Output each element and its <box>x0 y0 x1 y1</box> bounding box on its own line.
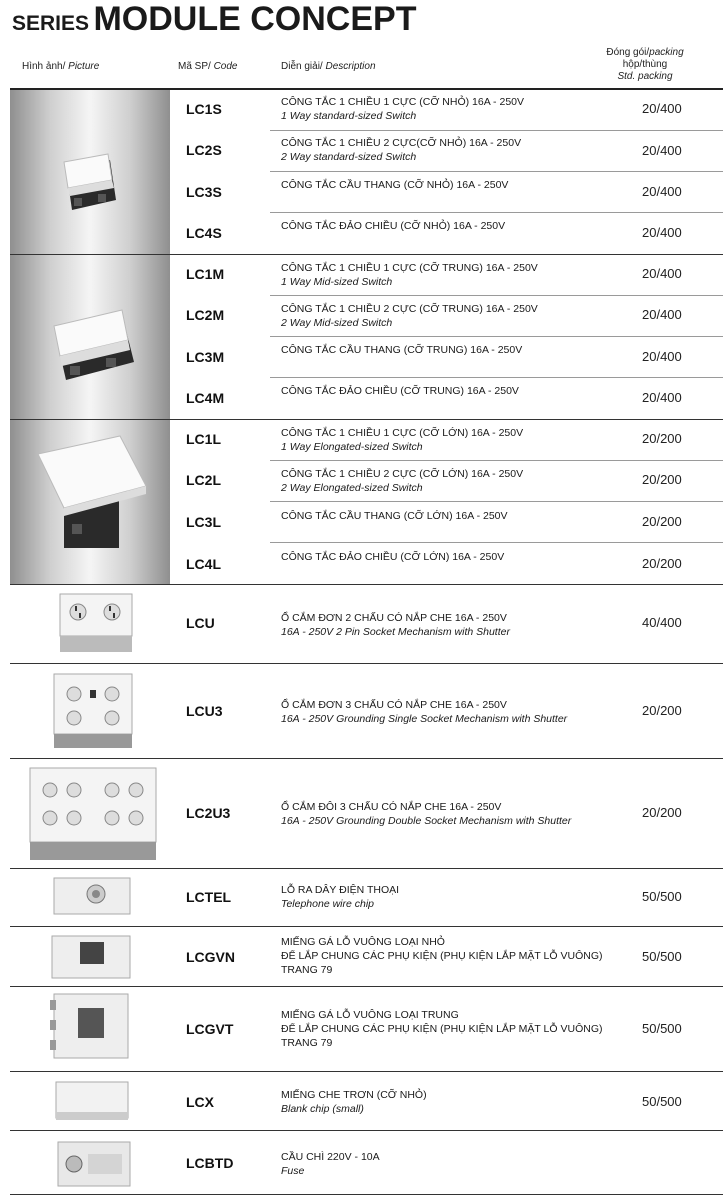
table-row <box>170 419 723 460</box>
packing: 20/400 <box>642 184 682 199</box>
product-code: LC2S <box>186 142 222 158</box>
product-description: LỖ RA DÂY ĐIỆN THOẠI Telephone wire chip <box>281 884 400 910</box>
packing: 20/400 <box>642 101 682 116</box>
product-code: LC1S <box>186 101 222 117</box>
product-description: MIẾNG CHE TRƠN (CỠ NHỎ) Blank chip (small) <box>281 1089 427 1115</box>
packing: 20/400 <box>642 225 682 240</box>
square-frame-mid-image <box>48 990 134 1062</box>
title-series: SERIES <box>12 12 90 35</box>
table-row <box>170 986 723 1071</box>
table-row <box>170 377 723 419</box>
product-code: LCGVN <box>186 949 235 965</box>
product-description: CÔNG TẮC CẦU THANG (CỠ LỚN) 16A - 250V <box>281 510 508 522</box>
product-description: CẦU CHÌ 220V - 10A Fuse <box>281 1151 380 1177</box>
product-code: LC4S <box>186 225 222 241</box>
product-code: LCU <box>186 615 215 631</box>
product-description: CÔNG TẮC CẦU THANG (CỠ TRUNG) 16A - 250V <box>281 344 523 356</box>
packing: 20/200 <box>642 431 682 446</box>
table-row <box>170 584 723 663</box>
header-packing: Đóng gói/packing hộp/thùng Std. packing <box>606 47 684 82</box>
product-code: LCBTD <box>186 1155 234 1171</box>
packing: 20/400 <box>642 143 682 158</box>
table-row <box>170 212 723 254</box>
packing: 20/200 <box>642 805 682 820</box>
table-row <box>170 868 723 926</box>
square-frame-small-image <box>50 932 132 982</box>
product-code: LC2L <box>186 472 221 488</box>
product-code: LC1L <box>186 431 221 447</box>
packing: 20/400 <box>642 349 682 364</box>
product-code: LCTEL <box>186 889 232 905</box>
packing: 20/200 <box>642 472 682 487</box>
product-description: CÔNG TẮC 1 CHIỀU 2 CỰC (CỠ LỚN) 16A - 250V 2 Way Elongated-sized Switch <box>281 468 524 494</box>
packing: 50/500 <box>642 949 682 964</box>
switch-large-image <box>34 430 149 555</box>
table-row <box>170 663 723 758</box>
product-code: LC2M <box>186 307 225 323</box>
product-code: LC3M <box>186 349 225 365</box>
product-description: CÔNG TẮC 1 CHIỀU 2 CỰC (CỠ TRUNG) 16A - 250V 2 Way Mid-sized Switch <box>281 303 538 329</box>
product-code: LC1M <box>186 266 225 282</box>
packing: 50/500 <box>642 889 682 904</box>
table-row <box>170 926 723 986</box>
fuse-image <box>56 1136 132 1192</box>
header-code: Mã SP/ Code <box>178 61 238 72</box>
packing: 20/400 <box>642 266 682 281</box>
table-row <box>170 758 723 868</box>
product-description: CÔNG TẮC 1 CHIỀU 1 CỰC (CỠ NHỎ) 16A - 250V 1 Way standard-sized Switch <box>281 96 524 122</box>
packing: 50/500 <box>642 1021 682 1036</box>
product-code: LCU3 <box>186 703 223 719</box>
product-description: CÔNG TẮC ĐẢO CHIỀU (CỠ LỚN) 16A - 250V <box>281 551 505 563</box>
page-title <box>12 0 416 42</box>
socket-double-image <box>28 766 158 862</box>
table-row <box>170 89 723 130</box>
product-description: Ổ CẮM ĐÔI 3 CHẤU CÓ NẮP CHE 16A - 250V 16A - 250V Grounding Double Socket Mechanism with Shutter <box>281 801 572 827</box>
socket-2pin-image <box>58 592 134 656</box>
product-code: LC4L <box>186 556 221 572</box>
product-code: LC3L <box>186 514 221 530</box>
table-row <box>170 254 723 295</box>
product-code: LC4M <box>186 390 225 406</box>
header-picture: Hình ảnh/ Picture <box>22 61 100 72</box>
rule-bottom <box>10 1194 723 1195</box>
switch-small-image <box>60 150 120 218</box>
blank-chip-image <box>54 1076 130 1124</box>
table-row <box>170 295 723 336</box>
telephone-chip-image <box>52 874 132 920</box>
product-description: Ổ CẮM ĐƠN 2 CHẤU CÓ NẮP CHE 16A - 250V 16A - 250V 2 Pin Socket Mechanism with Shutter <box>281 612 510 638</box>
product-code: LCGVT <box>186 1021 234 1037</box>
product-description: MIẾNG GÁ LỖ VUÔNG LOẠI NHỎ ĐỂ LẮP CHUNG CÁC PHỤ KIỆN (PHỤ KIỆN LẮP MẶT LỖ VUÔNG) TRANG 79 <box>281 936 603 976</box>
product-description: CÔNG TẮC CẦU THANG (CỠ NHỎ) 16A - 250V <box>281 179 509 191</box>
table-row <box>170 460 723 501</box>
table-row <box>170 130 723 171</box>
packing: 40/400 <box>642 615 682 630</box>
table-row <box>170 542 723 584</box>
table-row <box>170 1130 723 1194</box>
product-code: LC2U3 <box>186 805 231 821</box>
product-description: CÔNG TẮC 1 CHIỀU 2 CỰC(CỠ NHỎ) 16A - 250V 2 Way standard-sized Switch <box>281 137 522 163</box>
switch-mid-image <box>48 296 138 386</box>
packing: 20/200 <box>642 703 682 718</box>
product-description: CÔNG TẮC 1 CHIỀU 1 CỰC (CỠ TRUNG) 16A - 250V 1 Way Mid-sized Switch <box>281 262 538 288</box>
product-description: MIẾNG GÁ LỖ VUÔNG LOẠI TRUNG ĐỂ LẮP CHUNG CÁC PHỤ KIỆN (PHỤ KIỆN LẮP MẶT LỖ VUÔNG) TRANG 79 <box>281 1009 603 1049</box>
product-code: LC3S <box>186 184 222 200</box>
packing: 20/200 <box>642 556 682 571</box>
table-row <box>170 171 723 212</box>
product-description: CÔNG TẮC ĐẢO CHIỀU (CỠ TRUNG) 16A - 250V <box>281 385 519 397</box>
table-row <box>170 336 723 377</box>
table-row <box>170 501 723 542</box>
header-description: Diễn giải/ Description <box>281 61 376 72</box>
product-description: CÔNG TẮC 1 CHIỀU 1 CỰC (CỠ LỚN) 16A - 250V 1 Way Elongated-sized Switch <box>281 427 524 453</box>
title-main: MODULE CONCEPT <box>93 0 417 38</box>
product-code: LCX <box>186 1094 214 1110</box>
packing: 20/400 <box>642 307 682 322</box>
table-row <box>170 1071 723 1130</box>
packing: 20/200 <box>642 514 682 529</box>
product-description: Ổ CẮM ĐƠN 3 CHẤU CÓ NẮP CHE 16A - 250V 16A - 250V Grounding Single Socket Mechanism with Shutter <box>281 699 568 725</box>
packing: 50/500 <box>642 1094 682 1109</box>
product-description: CÔNG TẮC ĐẢO CHIỀU (CỠ NHỎ) 16A - 250V <box>281 220 506 232</box>
socket-3pin-image <box>52 672 134 750</box>
packing: 20/400 <box>642 390 682 405</box>
